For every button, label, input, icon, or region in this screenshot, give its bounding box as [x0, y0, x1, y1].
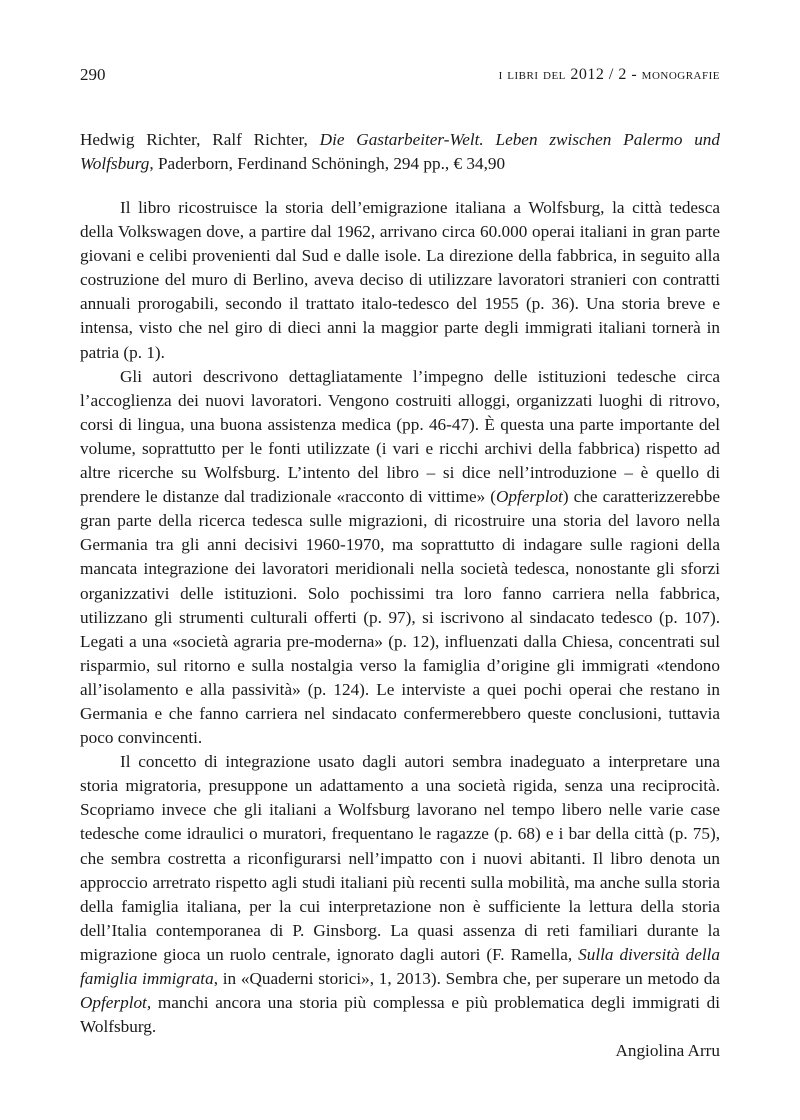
reviewer-signature: Angiolina Arru [615, 1041, 720, 1061]
paragraph-2-text-b: ) che caratterizzerebbe gran parte della ricerca tedesca sulle migrazioni, di ricostruire una storia del lavoro nella Germania tra gli anni decisivi 1960-1970, ma soprattutto di indagare sulle ragioni della mancata integrazione dei lavoratori meridionali nella società tedesca, nonostante gli sforzi organizzativi delle istituzioni. Solo pochissimi tra loro fanno carriera nella fabbrica, utilizzano gli strumenti culturali offerti (p. 97), si iscrivono al sindacato tedesco (p. 107). Legati a una «società agraria pre-moderna» (p. 12), influenzati dalla Chiesa, concentrati sul risparmio, sul ritorno e sulla nostalgia verso la famiglia d’origine gli immigrati «tendono all’isolamento e alla passività» (p. 124). Le interviste a quei pochi operai che restano in Germania e che fanno carriera nel sindacato confermerebbero queste conclusioni, tuttavia poco convincenti. [80, 487, 720, 748]
paragraph-3-italic-1: Sulla diversità della famiglia immigrata [80, 944, 720, 988]
paragraph-1: Il libro ricostruisce la storia dell’emigrazione italiana a Wolfsburg, la città tedesca della Volkswagen dove, a partire dal 1962, arrivano circa 60.000 operai italiani in gran parte giovani e celibi provenienti dal Sud e dalle isole. La direzione della fabbrica, in seguito alla costruzione del muro di Berlino, aveva deciso di utilizzare lavoratori stranieri con contratti annuali prorogabili, secondo il trattato italo-tedesco del 1955 (p. 36). Una storia breve e intensa, visto che nel giro di dieci anni la maggior parte degli immigrati italiani tornerà in patria (p. 1). [80, 198, 720, 362]
paragraph-3-text-c: manchi ancora una storia più complessa e più problematica degli immigrati di Wolfsburg. [80, 993, 720, 1037]
paragraph-2-text-a: Gli autori descrivono dettagliatamente l’impegno delle istituzioni tedesche circa l’accoglienza dei nuovi lavoratori. Vengono costruiti alloggi, organizzati luoghi di ritrovo, corsi di lingua, una buona assistenza medica (pp. 46-47). È questa una parte importante del volume, soprattutto per le fonti utilizzate (i vari e ricchi archivi della fabbrica) rispetto ad altre ricerche su Wolfsburg. L’intento del libro – si dice nell’introduzione – è quello di prendere le distanze dal tradizionale «racconto di vittime» ( [80, 366, 720, 507]
paragraph-3-text-b: , in «Quaderni storici», 1, 2013). Sembra che, per superare un metodo da [213, 969, 720, 988]
paragraph-3 [80, 750, 720, 1039]
paragraph-3-italic-2: Opferplot, [80, 993, 152, 1013]
paragraph-2 [80, 365, 720, 751]
running-head: i libri del 2012 / 2 - monografie [498, 66, 720, 83]
book-citation [80, 128, 720, 176]
citation-authors: Hedwig Richter, Ralf Richter, [80, 130, 320, 149]
paragraph-2-italic: Opferplot [496, 487, 563, 507]
page-number: 290 [80, 65, 106, 84]
citation-title: Die Gastarbeiter-Welt. Leben zwischen Palermo und Wolfsburg [80, 130, 720, 173]
paragraph-3-text-a: Il concetto di integrazione usato dagli autori sembra inadeguato a interpretare una storia migratoria, presuppone un adattamento a una società rigida, senza una reciprocità. Scopriamo invece che gli italiani a Wolfsburg lavorano nel tempo libero nelle varie case tedesche come idraulici o muratori, frequentano le ragazze (p. 68) e i bar della città (p. 75), che sembra costretta a riconfigurarsi nell’impatto con i nuovi abitanti. Il libro denota un approccio arretrato rispetto agli studi italiani più recenti sulla mobilità, ma anche sulla storia della famiglia italiana, per la cui interpretazione non è sufficiente la lettura della storia dell’Italia contemporanea di P. Ginsborg. La quasi assenza di reti familiari durante la migrazione gioca un ruolo centrale, ignorato dagli autori (F. Ramella, [80, 752, 720, 964]
citation-publication: , Paderborn, Ferdinand Schöningh, 294 pp., € 34,90 [149, 154, 506, 173]
review-body [80, 196, 720, 1063]
